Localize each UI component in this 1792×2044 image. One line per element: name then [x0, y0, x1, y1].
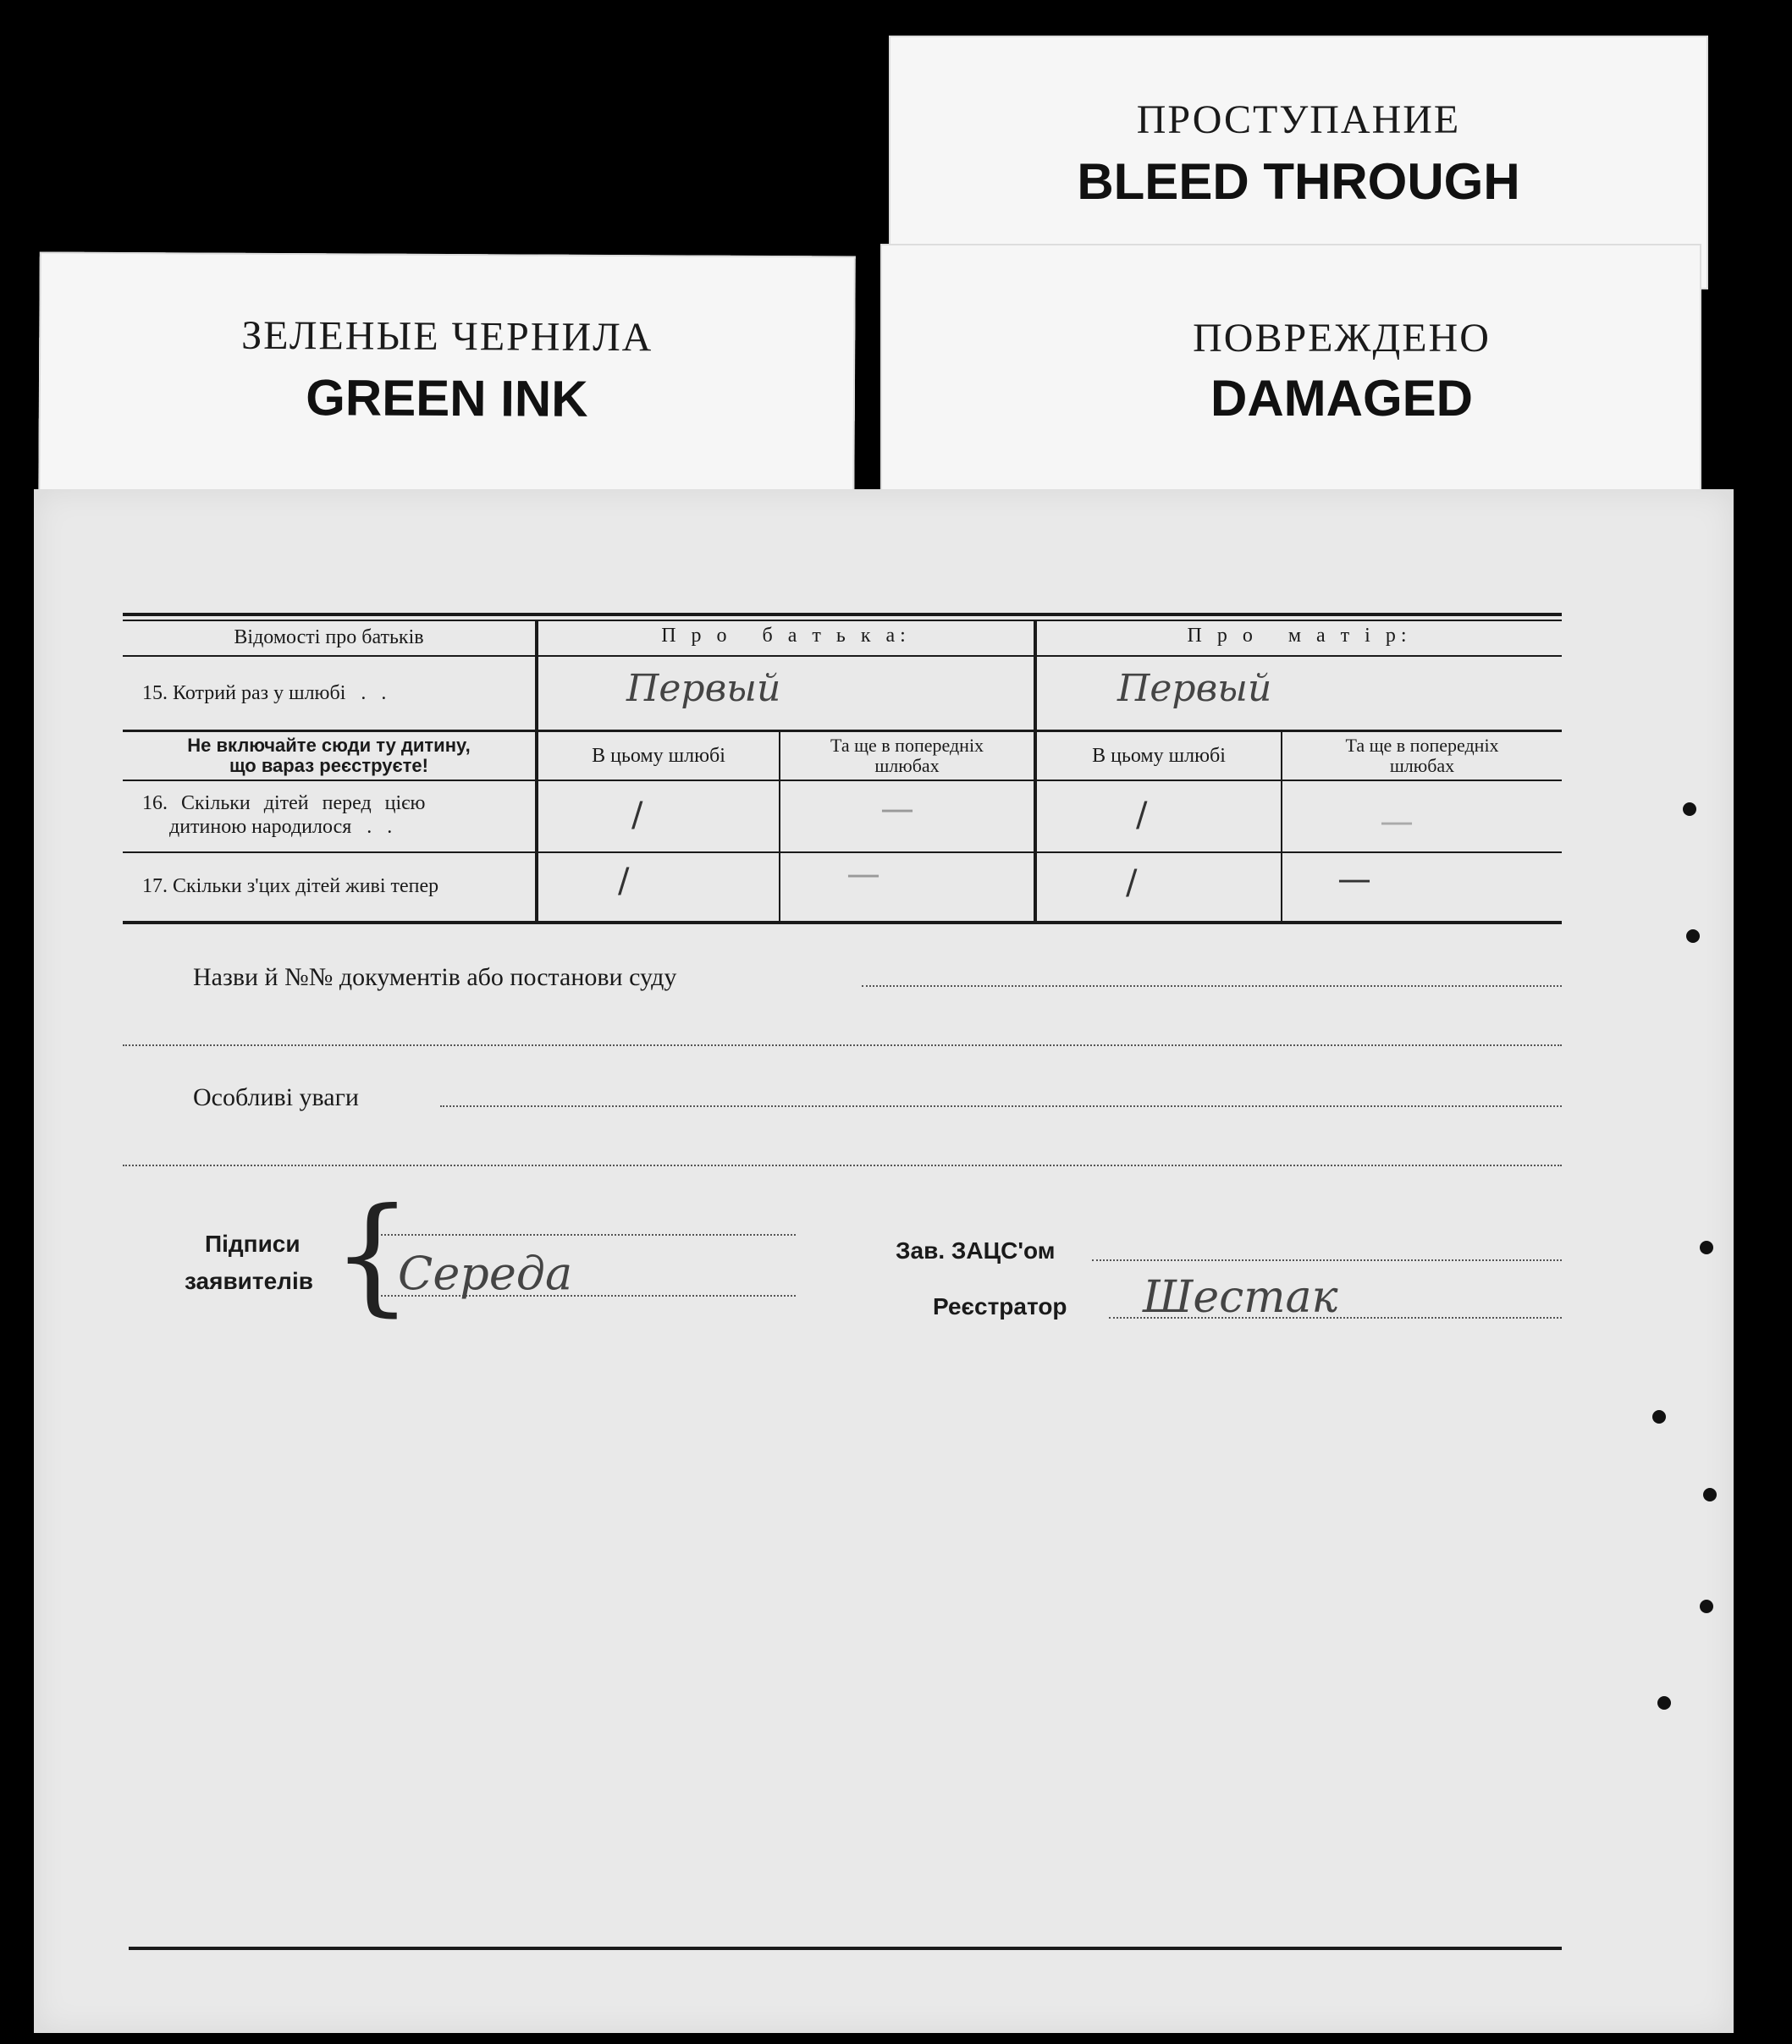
damaged-card: [880, 244, 1701, 515]
binder-hole-7: [1657, 1696, 1671, 1710]
row15-father-value: Первый: [626, 667, 781, 710]
header-bottom-rule: [123, 655, 1562, 657]
mother-this-marriage-header: В цьому шлюбі: [1092, 745, 1226, 767]
registrar-signature: Шестак: [1143, 1272, 1338, 1323]
col-divider-2: [1034, 621, 1037, 921]
documents-dotted-line-1: [862, 985, 1562, 987]
header-col1: Відомості про батьків: [234, 626, 424, 648]
row15-bottom-rule: [123, 730, 1562, 732]
binder-hole-3: [1700, 1241, 1713, 1254]
remarks-label: Особливі уваги: [193, 1083, 359, 1111]
row15-mother-value: Первый: [1117, 667, 1272, 710]
col-divider-1: [535, 621, 538, 921]
table-top-rule-2: [123, 620, 1562, 621]
note-line2: що вараз реєструєте!: [229, 755, 428, 776]
damaged-en: DAMAGED: [1210, 370, 1473, 427]
page-bottom-rule: [129, 1947, 1562, 1950]
green-ink-en: GREEN INK: [306, 369, 588, 427]
table-bottom-rule: [123, 921, 1562, 924]
father-prev-header-2: шлюбах: [874, 755, 940, 776]
header-father: П р о б а т ь к а:: [661, 625, 911, 647]
documents-dotted-line-2: [123, 1044, 1562, 1046]
damaged-ru: ПОВРЕЖДЕНО: [1193, 316, 1491, 361]
note-line1: Не включайте сюди ту дитину,: [187, 735, 471, 756]
green-ink-card: [38, 251, 856, 510]
row16-bottom-rule: [123, 851, 1562, 853]
table-top-rule: [123, 613, 1562, 616]
row17-mother-prev: —: [1337, 860, 1371, 899]
row17-mother-this: /: [1126, 863, 1138, 902]
bleed-through-ru: ПРОСТУПАНИЕ: [1136, 97, 1461, 142]
row16-label-2: дитиною народилося . .: [169, 816, 393, 838]
signatures-label-1: Підписи: [205, 1231, 301, 1257]
father-this-marriage-header: В цьому шлюбі: [592, 745, 725, 767]
head-line: [1092, 1259, 1562, 1261]
row15-label: 15. Котрий раз у шлюбі . .: [142, 682, 387, 704]
row17-label: 17. Скільки з'цих дітей живі тепер: [142, 875, 439, 897]
mother-prev-header-1: Та ще в попередніх: [1345, 735, 1499, 756]
applicant-signature: Середа: [398, 1247, 573, 1300]
remarks-dotted-line-1: [440, 1105, 1562, 1107]
row16-mother-this: /: [1136, 796, 1148, 835]
row16-father-this: /: [631, 796, 643, 835]
note-bottom-rule: [123, 780, 1562, 781]
row17-father-prev: —: [846, 855, 880, 894]
head-label: Зав. ЗАЦС'ом: [896, 1237, 1056, 1264]
remarks-dotted-line-2: [123, 1165, 1562, 1166]
binder-hole-2: [1686, 929, 1700, 943]
header-mother: П р о м а т і р:: [1187, 625, 1412, 647]
document-page: [34, 489, 1734, 2033]
applicant-line-1: [381, 1234, 796, 1236]
father-prev-header-1: Та ще в попередніх: [830, 735, 984, 756]
binder-hole-5: [1700, 1600, 1713, 1613]
green-ink-ru: ЗЕЛЕНЫЕ ЧЕРНИЛА: [241, 312, 653, 361]
binder-hole-6: [1652, 1410, 1666, 1424]
mother-prev-header-2: шлюбах: [1389, 755, 1455, 776]
row16-mother-prev: —: [1380, 802, 1414, 841]
row16-label-1: 16. Скільки дітей перед цією: [142, 792, 426, 814]
documents-label: Назви й №№ документів або постанови суду: [193, 963, 677, 991]
row17-father-this: /: [618, 862, 630, 901]
signatures-brace: {: [332, 1182, 413, 1329]
binder-hole-1: [1683, 802, 1696, 816]
registrar-label: Реєстратор: [933, 1293, 1067, 1320]
signatures-label-2: заявителів: [185, 1268, 313, 1294]
bleed-through-en: BLEED THROUGH: [1077, 153, 1520, 210]
row16-father-prev: —: [880, 790, 914, 829]
binder-hole-4: [1703, 1488, 1717, 1501]
